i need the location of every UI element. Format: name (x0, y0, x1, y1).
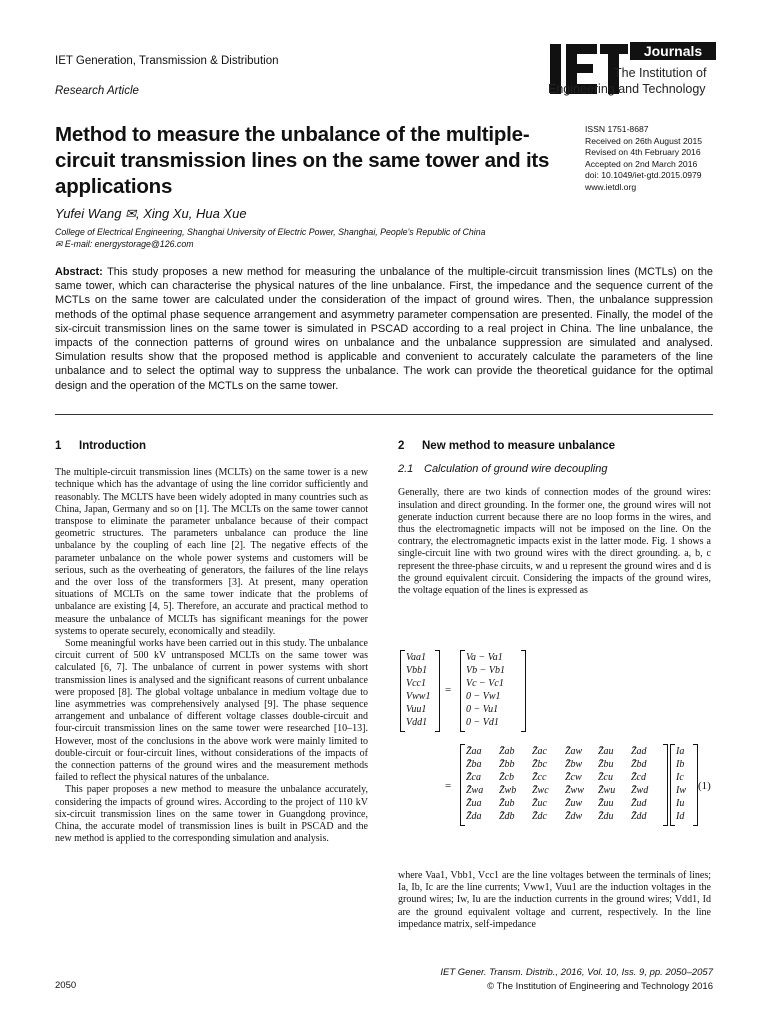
logo-line-1: The Institution of (614, 66, 707, 80)
paragraph: This paper proposes a new method to measure the unbalance accurately, considering the impacts of ground wires. According to the project of 110 kV six-circuit transmission lines on the same tower in Guangdong province, China, the accurate model of transmission lines is built in PSCAD and the new method is applied to the corresponding simulation and analysis. (55, 784, 368, 845)
matrix-entry: Ib (676, 759, 685, 770)
matrix-entry: Vcc1 (406, 678, 426, 689)
divider (55, 414, 713, 415)
section-heading-introduction (55, 440, 368, 452)
matrix-entry: Ia (676, 746, 685, 757)
footer-citation (440, 966, 713, 994)
matrix-entry: Z̄cb (499, 772, 514, 783)
matrix-entry: 0 − Vw1 (466, 691, 501, 702)
iet-logo (548, 42, 716, 98)
affiliation: College of Electrical Engineering, Shanghai University of Electric Power, Shanghai, People's Republic of China (55, 227, 486, 237)
matrix-entry: Z̄da (466, 811, 482, 822)
matrix-entry: Z̄ba (466, 759, 482, 770)
matrix-entry: Z̄wc (532, 785, 549, 796)
matrix-entry: Z̄bb (499, 759, 515, 770)
matrix-entry: Z̄ua (466, 798, 482, 809)
authors: Yufei Wang ✉, Xing Xu, Hua Xue (55, 206, 247, 221)
article-meta (585, 124, 702, 193)
matrix-entry: Vww1 (406, 691, 431, 702)
article-type: Research Article (55, 85, 139, 97)
section-heading-new-method (398, 440, 711, 452)
right-column-continued (398, 870, 711, 931)
accepted-date: Accepted on 2nd March 2016 (585, 158, 698, 169)
received-date: Received on 26th August 2015 (585, 135, 703, 146)
matrix-entry: Z̄ac (532, 746, 547, 757)
page-number: 2050 (55, 980, 77, 991)
matrix-entry: 0 − Vd1 (466, 717, 499, 728)
copyright: © The Institution of Engineering and Technology 2016 (487, 981, 713, 992)
equation-1 (400, 650, 712, 850)
matrix-entry: Z̄bu (598, 759, 614, 770)
matrix-entry: Z̄wd (631, 785, 649, 796)
abstract-text: This study proposes a new method for measuring the unbalance of the multiple-circuit transmission lines (MCTLs) on the same tower, which can characterise the physical natures of the line unbalance. First, the impedance and the sequence current of the MCTLs on the same tower are calculated under the consideration of the impact of ground wires. Then, the unbalance suppression methods of the optimal phase sequence arrangement and asymmetry parameter compensation are presented. Finally, the model of the six-circuit transmission lines on the same tower is simulated in PSCAD according to a real project in China. The line unbalance, the impacts of the connection patterns of ground wires on unbalance and the unbalance suppression are simulated and analysed. Simulation results show that the proposed method is applicable and convenient to accurately calculate the parameters of the line unbalance and to select the optimal way to suppress the unbalance. The work can provide the theoretical guidance for the optimal design and the operation of the MCTLs on the same tower. (55, 266, 713, 392)
matrix-entry: Iw (676, 785, 686, 796)
matrix-entry: Z̄cd (631, 772, 646, 783)
section-title: Introduction (79, 440, 147, 452)
matrix-entry: Z̄uw (565, 798, 583, 809)
matrix-entry: Z̄ww (565, 785, 584, 796)
matrix-entry: Z̄wu (598, 785, 616, 796)
right-column (398, 440, 711, 597)
matrix-entry: Z̄ub (499, 798, 515, 809)
impedance-matrix (460, 744, 668, 826)
paragraph: Generally, there are two kinds of connection modes of the ground wires: insulation and direct grounding. In the former one, the ground wires will not generate induction current because there are no loop forms in the wires, and thus the electromagnetic impacts will not be imposed on the line. On the contrary, the electromagnetic impacts exist in the latter mode. Fig. 1 shows a single-circuit line with two ground wires with the direct grounding. a, b, c represent the three-phase circuits, w and u represent the ground wires and d is the ground equivalent circuit. Considering the impacts of the ground wires, the voltage equation of the lines is expressed as (398, 487, 711, 597)
abstract-label: Abstract: (55, 266, 103, 278)
matrix-entry: Vbb1 (406, 665, 428, 676)
abstract (55, 265, 713, 393)
matrix-entry: Vuu1 (406, 704, 427, 715)
email[interactable]: ✉ E-mail: energystorage@126.com (55, 239, 194, 249)
journal-url[interactable]: www.ietdl.org (585, 181, 637, 192)
matrix-entry: Z̄ca (466, 772, 481, 783)
paragraph: Some meaningful works have been carried out in this study. The unbalance circuit current of 500 kV untransposed MCLTs on the same tower was calculated [6, 7]. The unbalance of current in power systems with short transmission lines is analysed and the significant reasons of current unbalance were proposed [8]. The global voltage unbalance in medium voltage due to line asymmetries was comprehensively analysed [9]. The phase sequence arrangement and unbalance of different voltage classes double-circuit and four-circuit transmission lines on the same tower were researched [10–13]. However, most of the conclusions in the above work were mainly limited to double-circuit or four-circuit lines, without considerations of the impacts of the connection patterns of the ground wires and the measurement methods failed to reflect the physical natures of the unbalance. (55, 638, 368, 784)
matrix-entry: Z̄ad (631, 746, 647, 757)
section-title: New method to measure unbalance (422, 440, 615, 452)
section-number: 2 (398, 440, 405, 452)
matrix-entry: Z̄dw (565, 811, 583, 822)
matrix-entry: Z̄au (598, 746, 614, 757)
matrix-entry: Iu (676, 798, 685, 809)
matrix-entry: Vaa1 (406, 652, 426, 663)
matrix-entry: Z̄bd (631, 759, 647, 770)
current-vector (670, 744, 698, 826)
citation: IET Gener. Transm. Distrib., 2016, Vol. 10, Iss. 9, pp. 2050–2057 (440, 967, 713, 978)
subsection-number: 2.1 (398, 463, 414, 476)
matrix-entry: Z̄dc (532, 811, 547, 822)
matrix-entry: Vc − Vc1 (466, 678, 504, 689)
matrix-entry: Z̄wa (466, 785, 484, 796)
matrix-entry: Z̄aw (565, 746, 583, 757)
matrix-entry: Z̄ud (631, 798, 647, 809)
subsection-heading (398, 463, 711, 475)
matrix-entry: Z̄bw (565, 759, 583, 770)
paragraph: The multiple-circuit transmission lines (MCLTs) on the same tower is a new technique which has the advantage of using the line corridor sufficiently and reasonably. The MCLTS have been widely adopted in many countries such as China, Japan, Germany and so on [1]. The MCLTs on the same tower cannot transpose to eliminate the parameter unbalance because of their compact geometric structures. The parameters unbalance can produce the line unbalance by the coupling of each line [2]. The negative effects of the parameter unbalance on the whole power systems and customers will be serious, such as the overheating of generators, the failures of the line relays and the over loss of the transformers [3]. At present, many operation situations of MCLTs on the same tower indicate that the problems of unbalance are existing [4, 5]. Therefore, an accurate and practical method to measure the unbalance of MCLTs has significant meanings for the power systems to operate securely, economically and steadily. (55, 467, 368, 637)
matrix-entry: Z̄db (499, 811, 515, 822)
matrix-entry: Va − Va1 (466, 652, 503, 663)
matrix-entry: Id (676, 811, 685, 822)
paragraph: where Vaa1, Vbb1, Vcc1 are the line voltages between the terminals of lines; Ia, Ib, Ic are the line currents; Vww1, Vuu1 are the induction voltages in the ground wires; Iw, Iu are the induction currents in the ground wires; Vdd1, Id are the ground equivalent voltage and current, respectively. In the line impedance matrix, self-impedance (398, 870, 711, 930)
subsection-title: Calculation of ground wire decoupling (424, 463, 608, 476)
journal-name: IET Generation, Transmission & Distribution (55, 55, 279, 67)
matrix-entry: Z̄wb (499, 785, 517, 796)
affiliation-block (55, 226, 486, 250)
matrix-entry: Vdd1 (406, 717, 428, 728)
equals-sign: = (445, 684, 452, 696)
matrix-entry: Vb − Vb1 (466, 665, 505, 676)
logo-line-2: Engineering and Technology (548, 82, 706, 96)
matrix-entry: Z̄dd (631, 811, 647, 822)
issn: ISSN 1751-8687 (585, 124, 649, 134)
doi[interactable]: doi: 10.1049/iet-gtd.2015.0979 (585, 170, 702, 180)
lhs-voltage-vector (400, 650, 440, 732)
matrix-entry: Z̄du (598, 811, 614, 822)
revised-date: Revised on 4th February 2016 (585, 147, 701, 157)
logo-journals-label: Journals (630, 42, 716, 60)
matrix-entry: Z̄cw (565, 772, 582, 783)
matrix-entry: Z̄uu (598, 798, 614, 809)
left-column (55, 440, 368, 846)
equation-number: (1) (698, 780, 711, 792)
voltage-difference-vector (460, 650, 526, 732)
matrix-entry: 0 − Vu1 (466, 704, 499, 715)
section-number: 1 (55, 440, 62, 452)
article-title: Method to measure the unbalance of the multiple-circuit transmission lines on the same tower and its applications (55, 123, 550, 198)
equals-sign: = (445, 780, 452, 792)
matrix-entry: Ic (676, 772, 684, 783)
matrix-entry: Z̄aa (466, 746, 482, 757)
matrix-entry: Z̄bc (532, 759, 547, 770)
matrix-entry: Z̄cu (598, 772, 613, 783)
matrix-entry: Z̄cc (532, 772, 547, 783)
matrix-entry: Z̄uc (532, 798, 547, 809)
matrix-entry: Z̄ab (499, 746, 515, 757)
